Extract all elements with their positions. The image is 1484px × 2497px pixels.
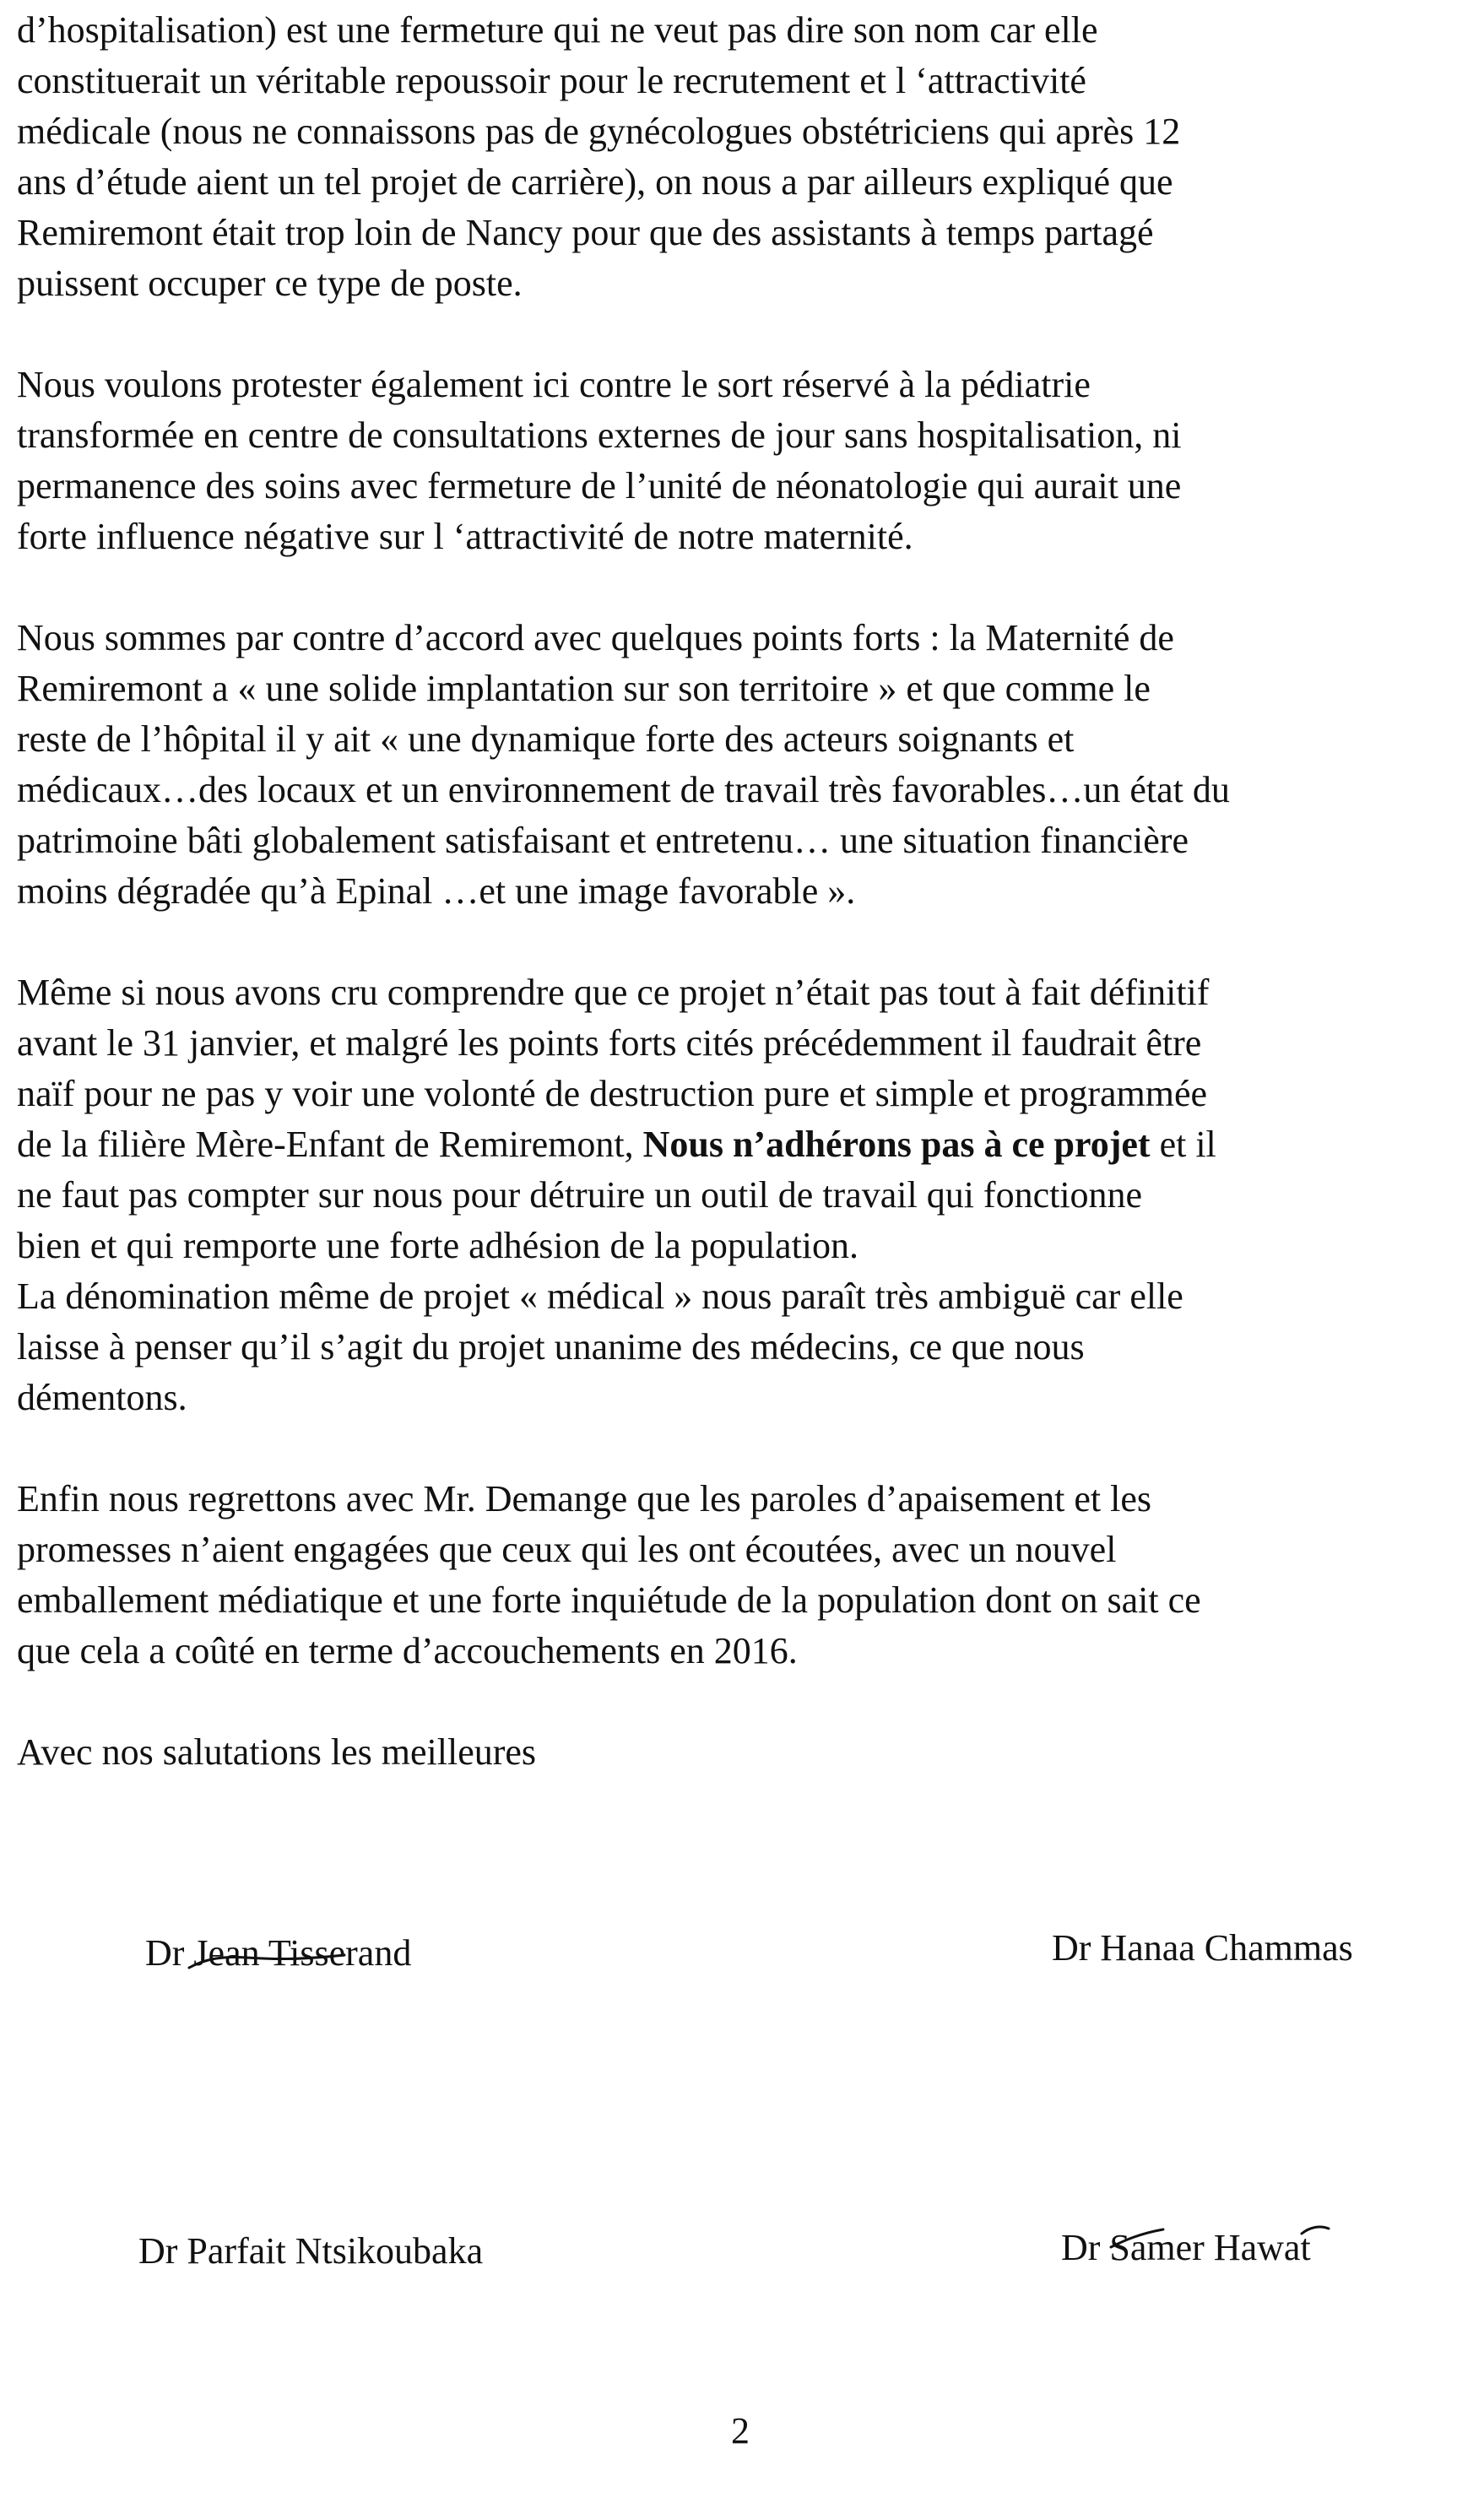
signatory-parfait-ntsikoubaka: Dr Parfait Ntsikoubaka <box>138 2230 484 2272</box>
paragraph-hospitalisation: d’hospitalisation) est une fermeture qui ne veut pas dire son nom car elle constituerait un véritable repoussoir pour le recrutement et l ‘attractivité médicale (nous ne connaissons pas de gynécologues obstétriciens qui après 12 ans d’étude aient un tel projet de carrière), on nous a par ailleurs expliqué que Remiremont était trop loin de Nancy pour que des assistants à temps partagé puissent occuper ce type de poste. <box>17 9 1181 304</box>
bold-statement: Nous n’adhérons pas à ce projet <box>642 1124 1151 1165</box>
paragraph-regrets: Enfin nous regrettons avec Mr. Demange que les paroles d’apaisement et les promesses n’aient engagées que ceux qui les ont écoutées, avec un nouvel emballement médiatique et une forte inquiétude de la population dont on sait ce que cela a coûté en terme d’accouchements en 2016. <box>17 1478 1201 1671</box>
signatory-hanaa-chammas: Dr Hanaa Chammas <box>1052 1927 1353 1969</box>
paragraph-projet-end: et il ne faut pas compter sur nous pour détruire un outil de travail qui fonctionne bien et qui remporte une forte adhésion de la population. <box>17 1124 1216 1266</box>
letter-body <box>17 5 1469 1778</box>
closing-salutation: Avec nos salutations les meilleures <box>17 1731 537 1773</box>
page-number: 2 <box>731 2410 750 2451</box>
paragraph-denomination: La dénomination même de projet « médical » nous paraît très ambiguë car elle laisse à penser qu’il s’agit du projet unanime des médecins, ce que nous démentons. <box>17 1276 1183 1418</box>
signatory-samer-hawat: Dr Samer Hawat <box>1061 2227 1311 2268</box>
paragraph-pediatrie: Nous voulons protester également ici contre le sort réservé à la pédiatrie transformée en centre de consultations externes de jour sans hospitalisation, ni permanence des soins avec fermeture de l’unité de néonatologie qui aurait une forte influence négative sur l ‘attractivité de notre maternité. <box>17 364 1182 557</box>
paragraph-projet <box>17 967 1469 1271</box>
paragraph-points-forts: Nous sommes par contre d’accord avec quelques points forts : la Maternité de Remiremont a « une solide implantation sur son territoire » et que comme le reste de l’hôpital il y ait « une dynamique forte des acteurs soignants et médicaux…des locaux et un environnement de travail très favorables…un état du patrimoine bâti globalement satisfaisant et entretenu… une situation financière moins dégradée qu’à Epinal …et une image favorable ». <box>17 617 1230 912</box>
signatory-jean-tisserand: Dr Jean Tisserand <box>145 1932 412 1974</box>
paragraph-projet-start: Même si nous avons cru comprendre que ce projet n’était pas tout à fait définitif avant le 31 janvier, et malgré les points forts cités précédemment il faudrait être naïf pour ne pas y voir une volonté de destruction pure et simple et programmée de la filière Mère-Enfant de Remiremont, <box>17 972 1210 1165</box>
